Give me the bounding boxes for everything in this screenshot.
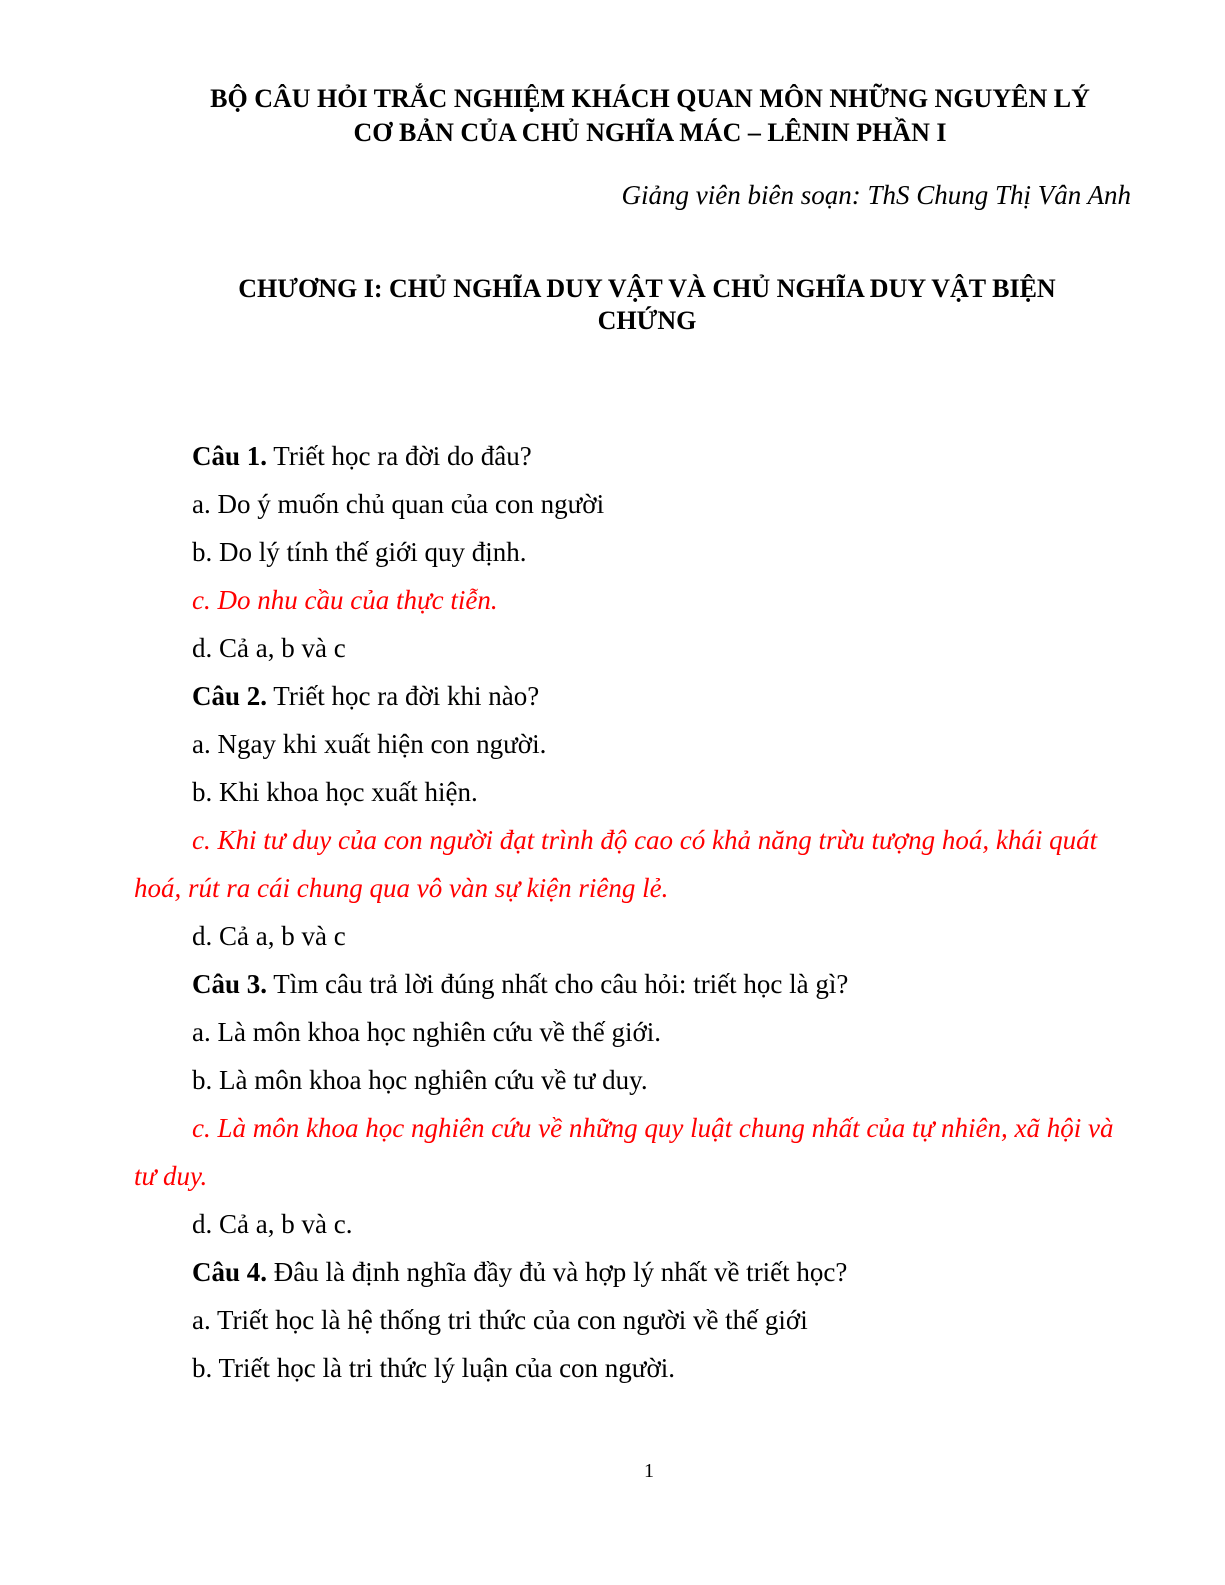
question-list bbox=[134, 432, 1124, 1392]
question-text: Đâu là định nghĩa đầy đủ và hợp lý nhất về triết học? bbox=[267, 1257, 848, 1287]
answer-option: b. Khi khoa học xuất hiện. bbox=[192, 777, 478, 807]
question-number: Câu 1. bbox=[192, 441, 268, 471]
answer-option: d. Cả a, b và c. bbox=[192, 1209, 353, 1239]
answer-option: b. Là môn khoa học nghiên cứu về tư duy. bbox=[192, 1065, 648, 1095]
answer-option: a. Do ý muốn chủ quan của con người bbox=[192, 489, 605, 519]
chapter-heading bbox=[130, 273, 1164, 337]
answer-option: b. Triết học là tri thức lý luận của con người. bbox=[192, 1353, 675, 1383]
question-number: Câu 2. bbox=[192, 681, 268, 711]
question-number: Câu 3. bbox=[192, 969, 268, 999]
answer-option: b. Do lý tính thế giới quy định. bbox=[192, 537, 527, 567]
answer-option: a. Triết học là hệ thống tri thức của con người về thế giới bbox=[192, 1305, 808, 1335]
question-4 bbox=[134, 1248, 1124, 1296]
author-credit: Giảng viên biên soạn: ThS Chung Thị Vân Anh bbox=[621, 180, 1131, 210]
question-number: Câu 4. bbox=[192, 1257, 268, 1287]
answer-option: a. Là môn khoa học nghiên cứu về thế giới. bbox=[192, 1017, 662, 1047]
answer-option: d. Cả a, b và c bbox=[192, 633, 346, 663]
question-1 bbox=[134, 432, 1124, 480]
chapter-heading-line-1: CHƯƠNG I: CHỦ NGHĨA DUY VẬT VÀ CHỦ NGHĨA DUY VẬT BIỆN bbox=[238, 274, 1056, 303]
correct-answer-option: c. Là môn khoa học nghiên cứu về những quy luật chung nhất của tự nhiên, xã hội và tư duy. bbox=[134, 1113, 1114, 1191]
question-2 bbox=[134, 672, 1124, 720]
question-text: Triết học ra đời khi nào? bbox=[267, 681, 540, 711]
correct-answer-option: c. Khi tư duy của con người đạt trình độ cao có khả năng trừu tượng hoá, khái quát hoá, rút ra cái chung qua vô vàn sự kiện riêng lẻ. bbox=[134, 825, 1098, 903]
question-3 bbox=[134, 960, 1124, 1008]
question-text: Triết học ra đời do đâu? bbox=[267, 441, 532, 471]
document-title-line-2: CƠ BẢN CỦA CHỦ NGHĨA MÁC – LÊNIN PHẦN I bbox=[353, 118, 947, 147]
chapter-heading-line-2: CHỨNG bbox=[597, 306, 697, 335]
page-number: 1 bbox=[644, 1460, 654, 1482]
answer-option: a. Ngay khi xuất hiện con người. bbox=[192, 729, 547, 759]
question-text: Tìm câu trả lời đúng nhất cho câu hỏi: triết học là gì? bbox=[267, 969, 849, 999]
correct-answer-option: c. Do nhu cầu của thực tiễn. bbox=[192, 585, 498, 615]
document-title bbox=[130, 82, 1170, 150]
document-title-line-1: BỘ CÂU HỎI TRẮC NGHIỆM KHÁCH QUAN MÔN NHỮNG NGUYÊN LÝ bbox=[210, 84, 1090, 113]
answer-option: d. Cả a, b và c bbox=[192, 921, 346, 951]
